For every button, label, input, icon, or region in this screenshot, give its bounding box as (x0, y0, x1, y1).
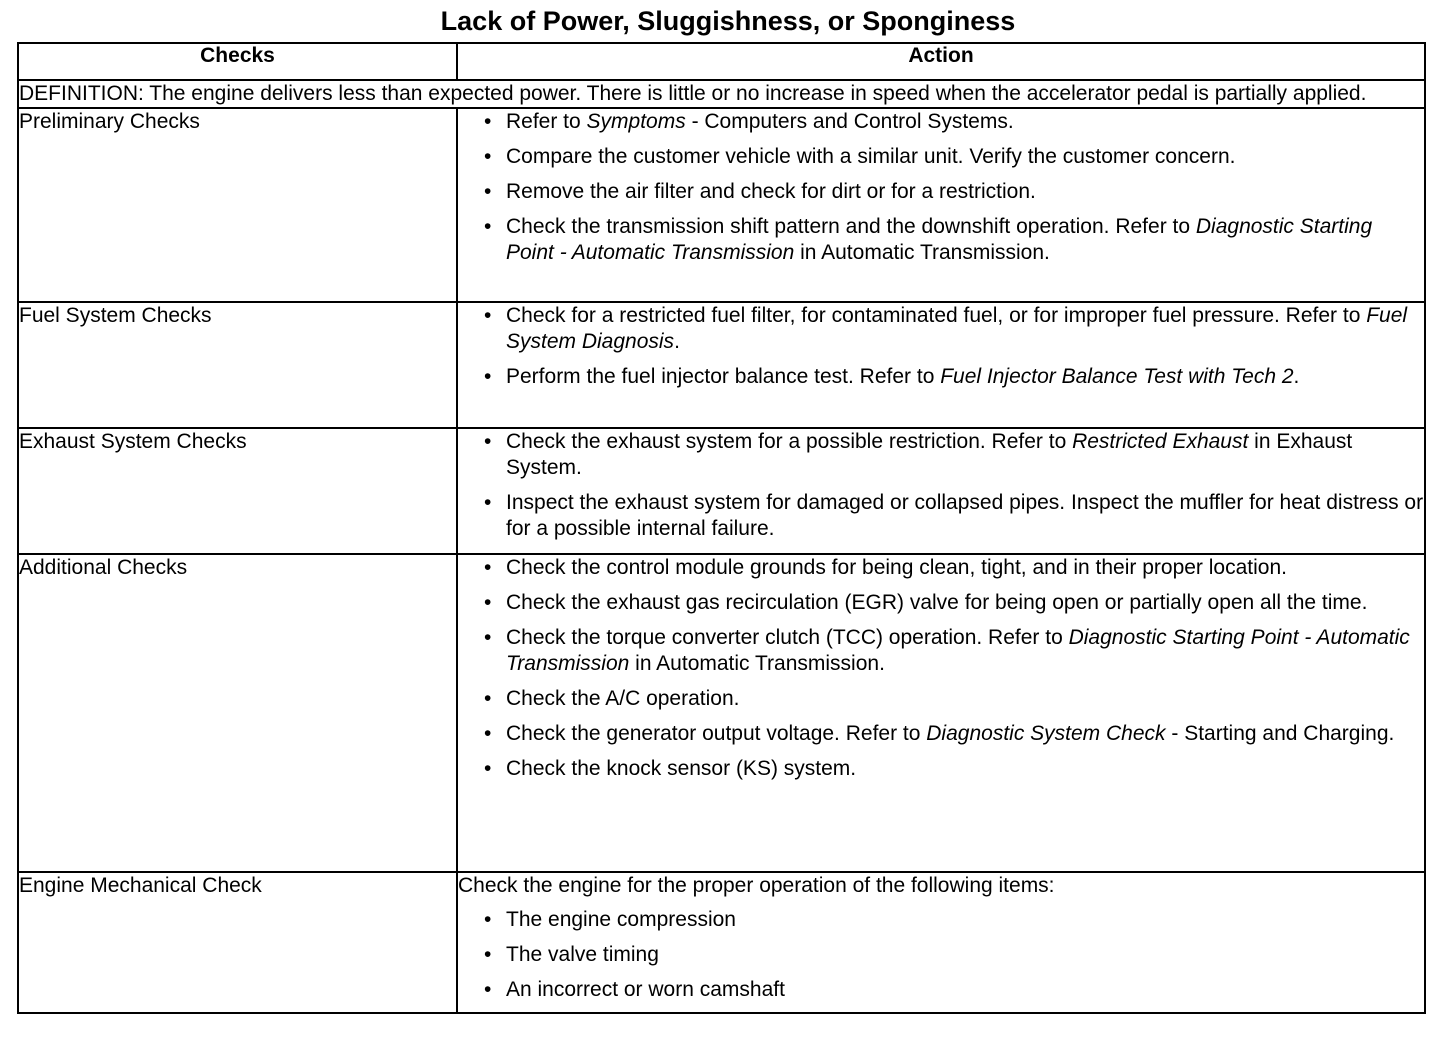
check-name: Fuel System Checks (18, 302, 457, 428)
action-cell (457, 428, 1425, 554)
action-item: • Refer to Symptoms - Computers and Control Systems. (458, 109, 1424, 135)
action-item: • Inspect the exhaust system for damaged or collapsed pipes. Inspect the muffler for heat distress or for a possible internal failure. (458, 490, 1424, 542)
check-name: Additional Checks (18, 554, 457, 872)
action-item: • The valve timing (458, 942, 1424, 968)
check-name: Engine Mechanical Check (18, 872, 457, 1013)
table-row (18, 428, 1425, 554)
check-name: Preliminary Checks (18, 108, 457, 302)
table-row (18, 108, 1425, 302)
action-item: • Compare the customer vehicle with a similar unit. Verify the customer concern. (458, 144, 1424, 170)
table-row (18, 554, 1425, 872)
table-row (18, 302, 1425, 428)
action-item: • The engine compression (458, 907, 1424, 933)
action-item: • Check for a restricted fuel filter, for contaminated fuel, or for improper fuel pressure. Refer to Fuel System Diagnosis. (458, 303, 1424, 355)
definition-row (18, 80, 1425, 108)
action-item: • Check the generator output voltage. Refer to Diagnostic System Check - Starting and Charging. (458, 721, 1424, 747)
action-item: • Remove the air filter and check for dirt or for a restriction. (458, 179, 1424, 205)
table-row (18, 872, 1425, 1013)
action-cell (457, 108, 1425, 302)
header-row (18, 43, 1425, 80)
action-item: • Check the knock sensor (KS) system. (458, 756, 1424, 782)
action-cell (457, 872, 1425, 1013)
action-column-header: Action (457, 43, 1425, 80)
action-item: • Check the exhaust system for a possible restriction. Refer to Restricted Exhaust in Exhaust System. (458, 429, 1424, 481)
action-item: • Check the transmission shift pattern and the downshift operation. Refer to Diagnostic Starting Point - Automatic Transmission in Automatic Transmission. (458, 214, 1424, 266)
action-item: • Check the A/C operation. (458, 686, 1424, 712)
checks-column-header: Checks (18, 43, 457, 80)
definition-text: DEFINITION: The engine delivers less than expected power. There is little or no increase in speed when the accelerator pedal is partially applied. (18, 80, 1425, 108)
check-name: Exhaust System Checks (18, 428, 457, 554)
action-item: • Perform the fuel injector balance test. Refer to Fuel Injector Balance Test with Tech 2. (458, 364, 1424, 390)
action-item: • An incorrect or worn camshaft (458, 977, 1424, 1003)
action-item: • Check the exhaust gas recirculation (EGR) valve for being open or partially open all the time. (458, 590, 1424, 616)
action-item: • Check the torque converter clutch (TCC) operation. Refer to Diagnostic Starting Point - Automatic Transmission in Automatic Transmission. (458, 625, 1424, 677)
page-title: Lack of Power, Sluggishness, or Sponginess (440, 6, 1016, 36)
diagnostic-table (17, 42, 1426, 1014)
action-item: • Check the control module grounds for being clean, tight, and in their proper location. (458, 555, 1424, 581)
action-lead-text: Check the engine for the proper operation of the following items: (458, 874, 1055, 897)
action-cell (457, 554, 1425, 872)
action-cell (457, 302, 1425, 428)
